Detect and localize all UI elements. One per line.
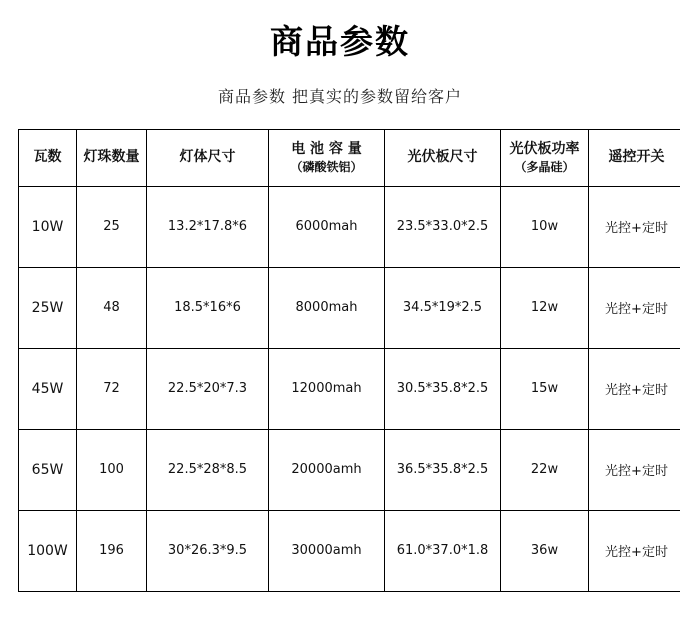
column-header-body-size-label: 灯体尺寸 [180, 149, 236, 165]
cell-switch: 光控+定时 [589, 348, 680, 429]
column-header-panel-size [385, 129, 501, 186]
cell-beads: 72 [77, 348, 147, 429]
column-header-battery-label: 电 池 容 量 [291, 141, 362, 157]
cell-beads: 196 [77, 510, 147, 591]
cell-watt: 25W [19, 267, 77, 348]
cell-switch: 光控+定时 [589, 429, 680, 510]
table-row [19, 348, 680, 429]
table-row [19, 510, 680, 591]
page-title: 商品参数 [0, 22, 680, 62]
cell-watt: 100W [19, 510, 77, 591]
column-header-beads [77, 129, 147, 186]
column-header-panel-power-sublabel: （多晶硅） [503, 159, 586, 175]
column-header-watt-label: 瓦数 [34, 149, 62, 165]
cell-body-size: 30*26.3*9.5 [147, 510, 269, 591]
spec-table [18, 129, 680, 592]
spec-table-wrapper [18, 129, 662, 592]
cell-switch: 光控+定时 [589, 267, 680, 348]
column-header-panel-power [501, 129, 589, 186]
column-header-panel-power-label: 光伏板功率 [510, 141, 580, 157]
cell-watt: 10W [19, 186, 77, 267]
cell-body-size: 22.5*20*7.3 [147, 348, 269, 429]
column-header-beads-label: 灯珠数量 [84, 149, 140, 165]
cell-panel-power: 12w [501, 267, 589, 348]
cell-battery: 12000mah [269, 348, 385, 429]
column-header-battery [269, 129, 385, 186]
column-header-switch [589, 129, 680, 186]
cell-beads: 100 [77, 429, 147, 510]
cell-body-size: 18.5*16*6 [147, 267, 269, 348]
column-header-switch-label: 遥控开关 [609, 149, 665, 165]
column-header-watt [19, 129, 77, 186]
cell-panel-power: 22w [501, 429, 589, 510]
cell-body-size: 13.2*17.8*6 [147, 186, 269, 267]
cell-panel-size: 34.5*19*2.5 [385, 267, 501, 348]
cell-panel-size: 23.5*33.0*2.5 [385, 186, 501, 267]
page-subtitle: 商品参数 把真实的参数留给客户 [0, 84, 680, 107]
table-row [19, 186, 680, 267]
cell-watt: 45W [19, 348, 77, 429]
spec-table-body [19, 186, 680, 591]
cell-panel-size: 30.5*35.8*2.5 [385, 348, 501, 429]
cell-body-size: 22.5*28*8.5 [147, 429, 269, 510]
cell-beads: 25 [77, 186, 147, 267]
cell-switch: 光控+定时 [589, 510, 680, 591]
cell-battery: 8000mah [269, 267, 385, 348]
cell-battery: 30000amh [269, 510, 385, 591]
column-header-body-size [147, 129, 269, 186]
column-header-battery-sublabel: （磷酸铁铝） [271, 159, 382, 175]
cell-panel-size: 36.5*35.8*2.5 [385, 429, 501, 510]
cell-panel-power: 10w [501, 186, 589, 267]
table-row [19, 429, 680, 510]
spec-table-header [19, 129, 680, 186]
cell-panel-power: 15w [501, 348, 589, 429]
product-spec-page [0, 22, 680, 620]
cell-panel-size: 61.0*37.0*1.8 [385, 510, 501, 591]
column-header-panel-size-label: 光伏板尺寸 [408, 149, 478, 165]
cell-watt: 65W [19, 429, 77, 510]
cell-beads: 48 [77, 267, 147, 348]
cell-battery: 6000mah [269, 186, 385, 267]
cell-panel-power: 36w [501, 510, 589, 591]
cell-battery: 20000amh [269, 429, 385, 510]
cell-switch: 光控+定时 [589, 186, 680, 267]
table-row [19, 267, 680, 348]
table-header-row [19, 129, 680, 186]
